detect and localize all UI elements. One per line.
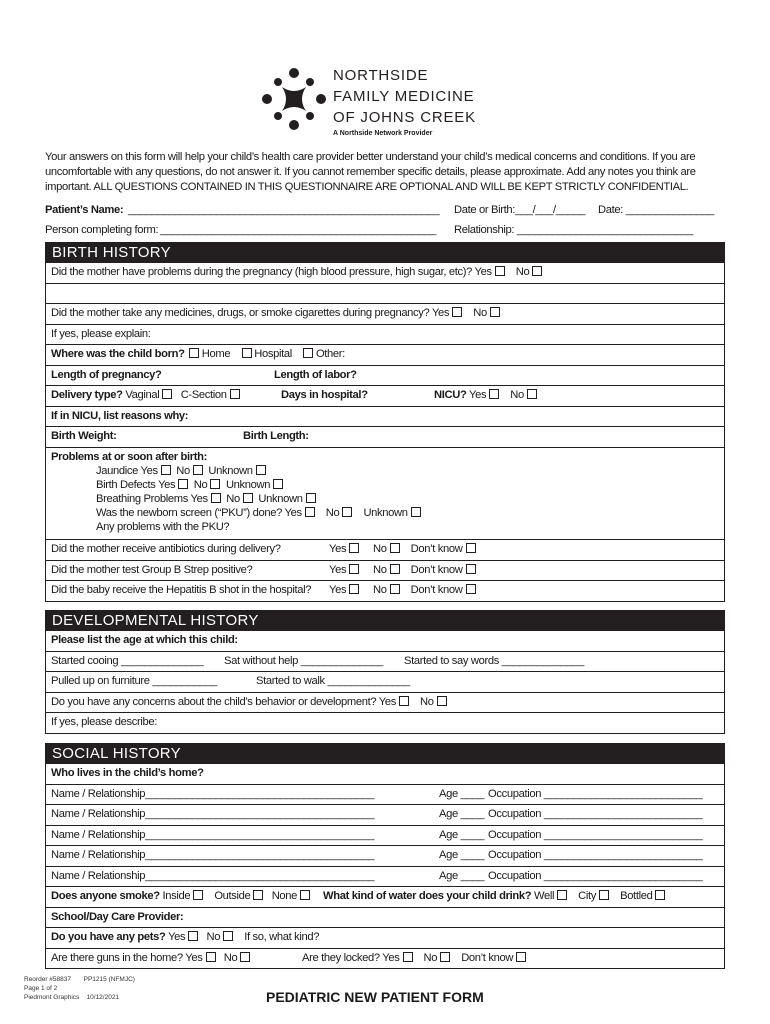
- hepb-label: Did the baby receive the Hepatitis B shot in the hospital?: [51, 584, 312, 596]
- dev-row-pulled: [45, 672, 725, 693]
- jaundice-no-checkbox[interactable]: [193, 465, 203, 475]
- concerns-no-checkbox[interactable]: [437, 696, 447, 706]
- cooing-field[interactable]: Started cooing ______________: [51, 655, 204, 667]
- footer-meta: [24, 975, 135, 1002]
- jaundice-unknown-checkbox[interactable]: [256, 465, 266, 475]
- pku-problems-label: Any problems with the PKU?: [96, 521, 230, 533]
- birth-row-strep: [45, 561, 725, 581]
- jaundice-row: Jaundice Yes No Unknown: [96, 465, 266, 477]
- form-code: PP1215 (NFMJC): [83, 976, 135, 983]
- home-checkbox[interactable]: [189, 348, 199, 358]
- household-row: [45, 805, 725, 826]
- dob-field[interactable]: Date or Birth:___/___/_____: [454, 204, 586, 216]
- guns-no-checkbox[interactable]: [240, 952, 250, 962]
- problems-label: Problems at or soon after birth:: [51, 451, 208, 463]
- social-row-pets: [45, 928, 725, 949]
- logo-line-2: FAMILY MEDICINE: [333, 88, 475, 105]
- birth-row-q1-explain[interactable]: [45, 284, 725, 304]
- please-list-label: Please list the age at which this child:: [51, 634, 238, 646]
- defects-unknown-checkbox[interactable]: [273, 479, 283, 489]
- birth-row-problems: [45, 448, 725, 540]
- concerns-text: Do you have any concerns about the child’s behavior or development? Yes No: [51, 696, 447, 708]
- name-relationship-field[interactable]: Name / Relationship_______________________________________: [51, 788, 375, 800]
- age-field[interactable]: Age ____: [439, 808, 485, 820]
- date-field[interactable]: Date: _______________: [598, 204, 714, 216]
- jaundice-yes-checkbox[interactable]: [161, 465, 171, 475]
- birth-row-antibiotics: [45, 540, 725, 561]
- pets-yes-checkbox[interactable]: [188, 931, 198, 941]
- occupation-field[interactable]: Occupation ___________________________: [488, 788, 703, 800]
- csection-checkbox[interactable]: [230, 389, 240, 399]
- breathing-yes-checkbox[interactable]: [211, 493, 221, 503]
- printer-name: Piedmont Graphics: [24, 994, 80, 1001]
- age-field[interactable]: Age ____: [439, 849, 485, 861]
- name-relationship-field[interactable]: Name / Relationship_______________________________________: [51, 870, 375, 882]
- social-row-guns: [45, 949, 725, 969]
- other-checkbox[interactable]: [303, 348, 313, 358]
- where-label: Where was the child born?: [51, 348, 185, 360]
- name-relationship-field[interactable]: Name / Relationship_______________________________________: [51, 849, 375, 861]
- dev-history-header: DEVELOPMENTAL HISTORY: [45, 610, 725, 631]
- birth-row-where: [45, 345, 725, 366]
- logo-line-3: OF JOHNS CREEK: [333, 109, 476, 126]
- strep-yes-checkbox[interactable]: [349, 564, 359, 574]
- household-row: [45, 867, 725, 887]
- breathing-row: Breathing Problems Yes No Unknown: [96, 493, 316, 505]
- hepb-dontknow-checkbox[interactable]: [466, 584, 476, 594]
- defects-yes-checkbox[interactable]: [178, 479, 188, 489]
- smoke-outside-checkbox[interactable]: [253, 890, 263, 900]
- explain-label: If yes, please explain:: [51, 328, 151, 340]
- dev-row-concerns: [45, 693, 725, 713]
- occupation-field[interactable]: Occupation ___________________________: [488, 870, 703, 882]
- delivery-options: Delivery type? Vaginal C-Section: [51, 389, 240, 401]
- birth-row-nicu-reasons[interactable]: [45, 407, 725, 427]
- antibiotics-yes-checkbox[interactable]: [349, 543, 359, 553]
- name-relationship-field[interactable]: Name / Relationship_______________________________________: [51, 808, 375, 820]
- nicu-reasons-label: If in NICU, list reasons why:: [51, 410, 189, 422]
- smoke-options: Does anyone smoke? Inside Outside None: [51, 890, 310, 902]
- antibiotics-options: Yes No Don’t know: [329, 543, 476, 555]
- where-options: Home Hospital Other:: [186, 348, 345, 360]
- reorder-number: Reorder #58837: [24, 976, 71, 983]
- birth-row-explain[interactable]: [45, 325, 725, 345]
- social-row-school[interactable]: [45, 908, 725, 928]
- defects-no-checkbox[interactable]: [210, 479, 220, 489]
- length-label: Birth Length:: [243, 430, 309, 442]
- social-row-smoke: [45, 887, 725, 908]
- concerns-yes-checkbox[interactable]: [399, 696, 409, 706]
- breathing-no-checkbox[interactable]: [243, 493, 253, 503]
- intro-line-3: important. ALL QUESTIONS CONTAINED IN THIS QUESTIONNAIRE ARE OPTIONAL AND WILL BE KEPT STRICTLY CONFIDENTIAL.: [45, 181, 689, 193]
- antibiotics-dontknow-checkbox[interactable]: [466, 543, 476, 553]
- occupation-field[interactable]: Occupation ___________________________: [488, 808, 703, 820]
- q1-no-checkbox[interactable]: [532, 266, 542, 276]
- pets-no-checkbox[interactable]: [223, 931, 233, 941]
- logo-tagline: A Northside Network Provider: [333, 130, 433, 137]
- guns-options: Are there guns in the home? Yes No: [51, 952, 250, 964]
- nicu-no-checkbox[interactable]: [527, 389, 537, 399]
- locked-dontknow-checkbox[interactable]: [516, 952, 526, 962]
- pets-options: Do you have any pets? Yes No If so, what kind?: [51, 931, 320, 943]
- walk-field[interactable]: Started to walk ______________: [256, 675, 410, 687]
- guns-yes-checkbox[interactable]: [206, 952, 216, 962]
- pulled-field[interactable]: Pulled up on furniture ___________: [51, 675, 218, 687]
- age-field[interactable]: Age ____: [439, 788, 485, 800]
- hepb-no-checkbox[interactable]: [390, 584, 400, 594]
- social-history-header: SOCIAL HISTORY: [45, 743, 725, 764]
- birth-history-header: BIRTH HISTORY: [45, 242, 725, 263]
- smoke-inside-checkbox[interactable]: [193, 890, 203, 900]
- patient-name-label: Patient’s Name:: [45, 204, 124, 216]
- completing-field[interactable]: _______________________________________________: [160, 224, 436, 236]
- relationship-field[interactable]: Relationship: ______________________________: [454, 224, 694, 236]
- birth-row-q1: [45, 263, 725, 284]
- nicu-options: NICU? Yes No: [434, 389, 537, 401]
- hepb-yes-checkbox[interactable]: [349, 584, 359, 594]
- birth-row-q2: [45, 304, 725, 325]
- who-label: Who lives in the child’s home?: [51, 767, 204, 779]
- words-field[interactable]: Started to say words ______________: [404, 655, 584, 667]
- patient-name-field[interactable]: _____________________________________________________: [128, 204, 440, 216]
- logo-line-1: NORTHSIDE: [333, 67, 429, 84]
- sat-field[interactable]: Sat without help ______________: [224, 655, 383, 667]
- days-hospital-label: Days in hospital?: [281, 389, 368, 401]
- water-city-checkbox[interactable]: [599, 890, 609, 900]
- dev-row-describe[interactable]: [45, 713, 725, 734]
- locked-no-checkbox[interactable]: [440, 952, 450, 962]
- occupation-field[interactable]: Occupation ___________________________: [488, 829, 703, 841]
- intro-line-1: Your answers on this form will help your child’s health care provider better understand your child’s medical concerns and conditions. If you are: [45, 151, 696, 163]
- describe-label: If yes, please describe:: [51, 716, 158, 728]
- length-preg-label: Length of pregnancy?: [51, 369, 162, 381]
- age-field[interactable]: Age ____: [439, 870, 485, 882]
- strep-dontknow-checkbox[interactable]: [466, 564, 476, 574]
- locked-options: Are they locked? Yes No Don’t know: [302, 952, 526, 964]
- strep-label: Did the mother test Group B Strep positive?: [51, 564, 253, 576]
- smoke-none-checkbox[interactable]: [300, 890, 310, 900]
- household-row: [45, 846, 725, 867]
- hepb-options: Yes No Don’t know: [329, 584, 476, 596]
- school-label: School/Day Care Provider:: [51, 911, 184, 923]
- pku-no-checkbox[interactable]: [342, 507, 352, 517]
- dev-row-cooing: [45, 652, 725, 672]
- q1-yes-checkbox[interactable]: [495, 266, 505, 276]
- social-row-who: [45, 764, 725, 785]
- q2-yes-checkbox[interactable]: [452, 307, 462, 317]
- household-row: [45, 785, 725, 805]
- birth-row-weight: [45, 427, 725, 448]
- birth-row-hepb: [45, 581, 725, 602]
- q1-text: Did the mother have problems during the pregnancy (high blood pressure, high sugar, etc)? Yes No: [51, 266, 542, 278]
- completing-label: Person completing form:: [45, 224, 159, 236]
- birth-row-delivery: [45, 386, 725, 407]
- page-number: Page 1 of 2: [24, 985, 58, 992]
- locked-yes-checkbox[interactable]: [403, 952, 413, 962]
- weight-label: Birth Weight:: [51, 430, 117, 442]
- dev-row-list: [45, 631, 725, 652]
- pku-row: Was the newborn screen (“PKU”) done? Yes No Unknown: [96, 507, 421, 519]
- water-options: What kind of water does your child drink? Well City Bottled: [323, 890, 665, 902]
- hospital-checkbox[interactable]: [242, 348, 252, 358]
- defects-row: Birth Defects Yes No Unknown: [96, 479, 283, 491]
- northside-logo-icon: [258, 65, 330, 133]
- form-title: PEDIATRIC NEW PATIENT FORM: [266, 989, 484, 1005]
- age-field[interactable]: Age ____: [439, 829, 485, 841]
- q2-no-checkbox[interactable]: [490, 307, 500, 317]
- nicu-yes-checkbox[interactable]: [489, 389, 499, 399]
- pku-unknown-checkbox[interactable]: [411, 507, 421, 517]
- name-relationship-field[interactable]: Name / Relationship_______________________________________: [51, 829, 375, 841]
- vaginal-checkbox[interactable]: [162, 389, 172, 399]
- occupation-field[interactable]: Occupation ___________________________: [488, 849, 703, 861]
- length-labor-label: Length of labor?: [274, 369, 357, 381]
- breathing-unknown-checkbox[interactable]: [306, 493, 316, 503]
- print-date: 10/12/2021: [86, 994, 120, 1001]
- q2-text: Did the mother take any medicines, drugs, or smoke cigarettes during pregnancy? Yes No: [51, 307, 500, 319]
- pku-yes-checkbox[interactable]: [305, 507, 315, 517]
- water-bottled-checkbox[interactable]: [655, 890, 665, 900]
- household-row: [45, 826, 725, 846]
- intro-line-2: uncomfortable with any questions, do not answer it. If you cannot remember specific details, please approximate. Add any notes you think are: [45, 166, 696, 178]
- antibiotics-no-checkbox[interactable]: [390, 543, 400, 553]
- antibiotics-label: Did the mother receive antibiotics during delivery?: [51, 543, 281, 555]
- strep-options: Yes No Don’t know: [329, 564, 476, 576]
- water-well-checkbox[interactable]: [557, 890, 567, 900]
- strep-no-checkbox[interactable]: [390, 564, 400, 574]
- birth-row-length: [45, 366, 725, 386]
